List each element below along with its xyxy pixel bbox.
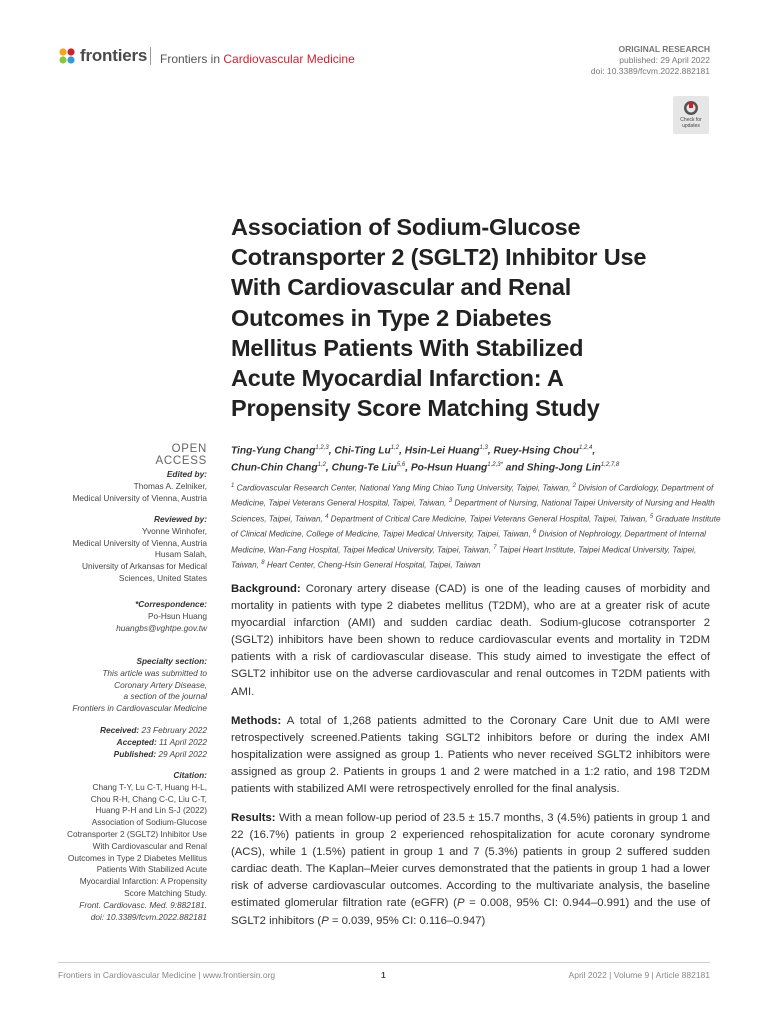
article-doi[interactable]: doi: 10.3389/fcvm.2022.882181 <box>590 66 710 76</box>
author-name[interactable]: Po-Hsun Huang <box>410 462 488 474</box>
check-updates-icon <box>683 100 699 116</box>
published-date-sidebar: 29 April 2022 <box>156 748 207 759</box>
check-for-updates-badge[interactable] <box>673 96 709 134</box>
specialty-block: Specialty section: This article was submitted to Coronary Artery Disease, a section of the journal Frontiers in Cardiovascular Medicine <box>72 656 207 714</box>
author-list: Ting-Yung Chang$^{1,2,3}$, Chi-Ting Lu$^{1,2}$, Hsin-Lei Huang$^{1,3}$, Ruey-Hsing Chou$^{1,2,4}$, Chun-Chin Chang$^{1,2}$, Chung-Te Liu$^{5,6}$, Po-Hsun Huang$^{1,2,3*}$ and Shing-Jong Lin$^{1,2,7,8}$ <box>231 445 620 474</box>
edited-by-block: Edited by: Thomas A. Zelniker, Medical University of Vienna, Austria <box>37 469 207 504</box>
frontiers-logo[interactable] <box>58 46 147 66</box>
title-line: Acute Myocardial Infarction: A <box>231 365 564 392</box>
title-line: Propensity Score Matching Study <box>231 395 600 422</box>
author-name[interactable]: Ruey-Hsing Chou <box>493 445 579 457</box>
logo-wordmark: frontiers <box>80 46 148 65</box>
journal-name[interactable] <box>160 52 355 66</box>
reviewer-name[interactable]: Yvonne Winhofer, <box>141 525 207 536</box>
footer-divider <box>58 962 710 963</box>
affiliations: $^1$ Cardiovascular Research Center, National Yang Ming Chiao Tung University, Taipei, Taiwan, $^2$ Division of Cardiology, Department of Medicine, Taipei Veterans General Hospital, Taipei, Taiwan, $^3$ Department of Nursing, National Taipei University of Nursing and Health Sciences, Taipei, Taiwan, $^4$ Department of Critical Care Medicine, Taipei Veterans General Hospital, Taipei, Taiwan, $^5$ Graduate Institute of Clinical Medicine, College of Medicine, Taipei Medical University, Taipei, Taiwan, $^6$ Division of Nephrology, Department of Internal Medicine, Wan-Fang Hospital, Taipei Medical University, Taipei, Taiwan, $^7$ Taipei Heart Institute, Taipei Medical University, Taipei, Taiwan, $^8$ Heart Center, Cheng-Hsin General Hospital, Taipei, Taiwan <box>231 483 721 570</box>
journal-specialty: Cardiovascular Medicine <box>223 52 355 66</box>
page-number: 1 <box>381 970 386 980</box>
citation-doi-link[interactable]: doi: 10.3389/fcvm.2022.882181 <box>90 911 207 922</box>
footer-journal-link[interactable]: Frontiers in Cardiovascular Medicine | www.frontiersin.org <box>58 970 276 980</box>
title-line: Outcomes in Type 2 Diabetes <box>231 304 552 331</box>
title-line: Mellitus Patients With Stabilized <box>231 334 584 361</box>
author-name[interactable]: Chung-Te Liu <box>331 462 397 474</box>
journal-prefix: Frontiers in <box>160 52 224 66</box>
accepted-date: 11 April 2022 <box>156 736 207 747</box>
author-name[interactable]: Chun-Chin Chang <box>231 462 318 474</box>
published-date: published: 29 April 2022 <box>619 55 710 65</box>
received-date: 23 February 2022 <box>139 725 207 735</box>
title-line: Association of Sodium-Glucose <box>231 214 581 240</box>
article-type: ORIGINAL RESEARCH <box>618 44 710 54</box>
author-name[interactable]: Chi-Ting Lu <box>334 445 391 457</box>
editor-name[interactable]: Thomas A. Zelniker, <box>133 480 207 491</box>
author-name[interactable]: Ting-Yung Chang <box>231 445 316 457</box>
reviewed-by-block: Reviewed by: Yvonne Winhofer, Medical University of Vienna, Austria Husam Salah, University of Arkansas for Medical Sciences, United States <box>37 514 207 585</box>
dates-block: Received: 23 February 2022 Accepted: 11 April 2022 Published: 29 April 2022 <box>99 725 207 759</box>
badge-label: Check for updates <box>680 117 702 129</box>
title-line: Cotransporter 2 (SGLT2) Inhibitor Use <box>231 244 647 271</box>
abstract-background: Background: Coronary artery disease (CAD) is one of the leading causes of morbidity and mortality in patients with type 2 diabetes mellitus (T2DM), who are at a greater risk of acute myocardial infarction (AMI) and sudden cardiac death. Sodium-glucose cotransporter 2 (SGLT2) inhibitors have been shown to reduce cardiovascular events and mortality in T2DM patients with a risk of cardiovascular disease. This study aimed to investigate the effect of SGLT2 inhibitor use on the adverse cardiovascular and renal outcomes in T2DM patients with AMI. <box>231 583 710 698</box>
abstract-methods: Methods: A total of 1,268 patients admitted to the Coronary Care Unit due to AMI were retrospectively screened.Patients taking SGLT2 inhibitors before or during the index AMI hospitalization were assigned as group 1. Patients who never received SGLT2 inhibitors were assigned as group 2. Patients in groups 1 and 2 were matched in a 1:2 ratio, and 198 T2DM patients with stabilized AMI were retrospectively enrolled for the final analysis. <box>231 715 710 796</box>
article-title <box>231 212 731 423</box>
frontiers-logo-icon <box>58 47 76 65</box>
correspondence-block: *Correspondence: Po-Hsun Huang huangbs@vghtpe.gov.tw <box>37 599 207 634</box>
author-name[interactable]: Shing-Jong Lin <box>526 462 601 474</box>
correspondence-email-link[interactable]: huangbs@vghtpe.gov.tw <box>116 622 207 633</box>
author-name[interactable]: Hsin-Lei Huang <box>404 445 480 457</box>
footer-issue-info: April 2022 | Volume 9 | Article 882181 <box>568 970 710 980</box>
abstract-results: Results: With a mean follow-up period of 23.5 ± 15.7 months, 3 (4.5%) patients in group 1 and 22 (16.7%) patients in group 2 experienced rehospitalization for acute coronary syndrome (ACS), while 1 (1.5%) patient in group 1 and 7 (5.3%) patients in group 2 suffered sudden cardiac death. The Kaplan–Meier curves demonstrated that the patients in group 1 had a lower risk of adverse cardiovascular outcomes. According to the multivariate analysis, the baseline estimated glomerular filtration rate (eGFR) (P = 0.008, 95% CI: 0.944–0.991) and the use of SGLT2 inhibitors (P = 0.039, 95% CI: 0.116–0.947) <box>231 812 710 927</box>
title-line: With Cardiovascular and Renal <box>231 274 572 301</box>
header-divider <box>150 47 151 65</box>
open-access-label: OPEN ACCESS <box>155 443 207 467</box>
citation-block: Citation: Chang T-Y, Lu C-T, Huang H-L, Chou R-H, Chang C-C, Liu C-T, Huang P-H and Lin S-J (2022) Association of Sodium-Glucose Cotransporter 2 (SGLT2) Inhibitor Use With Cardiovascular and Renal Outcomes in Type 2 Diabetes Mellitus Patients With Stabilized Acute Myocardial Infarction: A Propensity Score Matching Study. Front. Cardiovasc. Med. 9:882181. doi: 10.3389/fcvm.2022.882181 <box>37 770 207 923</box>
reviewer-name[interactable]: Husam Salah, <box>154 549 207 560</box>
